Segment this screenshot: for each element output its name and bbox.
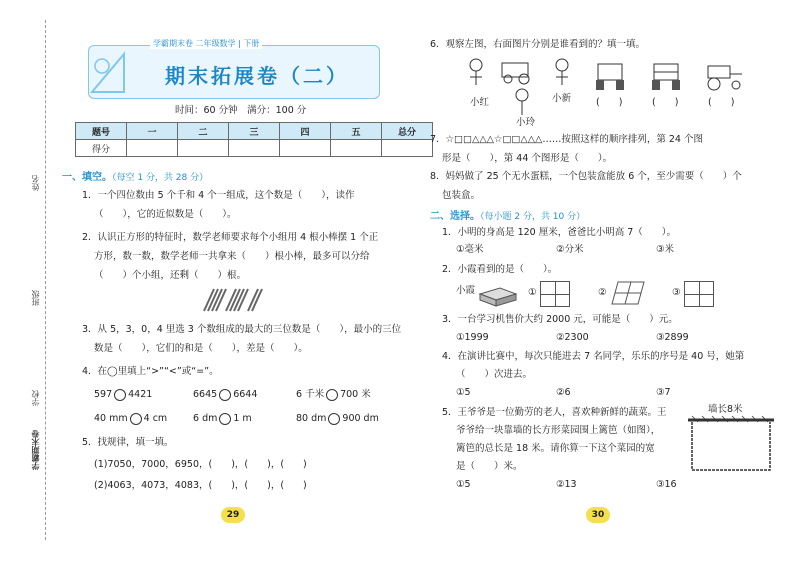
- q1-line1: 1．一个四位数由 5 个千和 4 个一组成，这个数是（ ），读作: [82, 190, 355, 201]
- page-number-left: 29: [221, 507, 245, 523]
- option-figure-2: [610, 280, 646, 306]
- score-row-label: 得分: [76, 140, 127, 157]
- s2-q4-line1: 4．在演讲比赛中，每次只能进去 7 名同学，乐乐的序号是 40 号，她第: [442, 351, 745, 362]
- q6-prompt: 6．观察左图，右面图片分别是谁看到的？填一填。: [430, 39, 646, 50]
- section2-title: [430, 207, 585, 222]
- s2-q1: 1．小明的身高是 120 厘米，爸爸比小明高 7（ ）。: [442, 227, 677, 238]
- compare-right: 6644: [233, 389, 258, 400]
- compare-right: 1 m: [233, 413, 252, 424]
- s2-q2: 2．小霞看到的是（ ）。: [442, 264, 558, 275]
- page-number-right: 30: [586, 507, 610, 523]
- header-top-line: 学霸期末卷 二年级数学 | 下册: [150, 38, 262, 49]
- q2-line3: （ ）个小组，还剩（ ）根。: [94, 270, 247, 281]
- score-cell[interactable]: [382, 140, 433, 157]
- score-cell[interactable]: [178, 140, 229, 157]
- s2-q5-line3: 篱笆的总长是 18 米。请你算一下这个菜园的宽: [456, 443, 655, 454]
- score-header-cell: 四: [280, 123, 331, 140]
- q5-line1: (1)7050，7000，6950，( )，( )，( ): [94, 459, 307, 470]
- score-header-cell: 三: [229, 123, 280, 140]
- q6-blank[interactable]: ( ): [708, 97, 735, 108]
- s2-q2-opt[interactable]: ②: [598, 287, 607, 298]
- exam-info: 时间：60 分钟 满分：100 分: [175, 105, 307, 116]
- observation-scene-icon: [462, 55, 577, 120]
- q6-name-xiaoxin: 小新: [552, 93, 572, 104]
- compare-right: 4 cm: [143, 413, 168, 424]
- section2-title-text: 二、选择。: [430, 211, 480, 222]
- compare-left: 597: [94, 389, 113, 400]
- s2-q1-opt[interactable]: ①毫米: [456, 244, 484, 255]
- cut-line: [45, 20, 46, 540]
- section1-title-text: 一、填空。: [62, 172, 112, 183]
- school-label: 学校: [31, 390, 40, 406]
- s2-q3: 3．一台学习机售价大约 2000 元，可能是（ ）元。: [442, 314, 678, 325]
- wall-length-label: 墙长8米: [708, 404, 743, 415]
- q5-line2: (2)4063，4073，4083，( )，( )，( ): [94, 480, 307, 491]
- ruler-icon: [88, 48, 128, 96]
- q6-blank[interactable]: ( ): [652, 97, 679, 108]
- score-header-cell: 总分: [382, 123, 433, 140]
- compare-circle[interactable]: [114, 389, 126, 401]
- compare-circle[interactable]: [219, 389, 231, 401]
- q3-line1: 3．从 5，3，0，4 里选 3 个数组成的最大的三位数是（ ），最小的三位: [82, 324, 402, 335]
- section1-note: （每空 1 分，共 28 分）: [112, 173, 209, 183]
- q6-name-xiaohong: 小红: [470, 97, 490, 108]
- brand-label: 学霸期末卷: [31, 430, 40, 470]
- garden-figure-icon: [686, 414, 776, 474]
- q4-prompt: 4．在◯里填上“>”“<”或“=”。: [82, 366, 219, 377]
- q8-line1: 8．妈妈做了 25 个无水蛋糕，一个包装盒能放 6 个，至少需要（ ）个: [430, 171, 742, 182]
- q8-line2: 包装盒。: [442, 190, 481, 201]
- s2-q5-line2: 爷爷给一块靠墙的长方形菜园围上篱笆（如图），: [456, 425, 661, 436]
- q2-line1: 2．认识正方形的特征时，数学老师要求每个小组用 4 根小棒摆 1 个正: [82, 232, 379, 243]
- q6-name-xiaoling: 小玲: [516, 117, 536, 128]
- s2-q2-opt[interactable]: ①: [528, 287, 537, 298]
- binding-strip: [0, 0, 50, 566]
- compare-circle[interactable]: [326, 389, 338, 401]
- page-title: 期末拓展卷（二）: [165, 64, 349, 88]
- page-divider: [415, 20, 416, 520]
- class-label: 班级: [31, 290, 40, 306]
- blocks-figure-icon: [472, 280, 522, 308]
- compare-item: [296, 388, 371, 401]
- compare-right: 900 dm: [342, 413, 379, 424]
- compare-circle[interactable]: [130, 413, 142, 425]
- s2-q1-opt[interactable]: ②分米: [556, 244, 584, 255]
- score-header-cell: 五: [331, 123, 382, 140]
- compare-left: 6 千米: [296, 389, 325, 400]
- tractor-front-icon: [592, 60, 628, 92]
- s2-q5-line4: 是（ ）米。: [456, 461, 523, 472]
- compare-left: 6 dm: [193, 413, 218, 424]
- s2-q2-opt[interactable]: ③: [672, 287, 681, 298]
- s2-q4-opt[interactable]: ②6: [556, 387, 571, 398]
- q3-line2: 数是（ ），它们的和是（ ），差是（ ）。: [94, 343, 308, 354]
- option-figure-3: [684, 281, 714, 307]
- compare-item: [94, 412, 167, 425]
- q7-line2: 形是（ ），第 44 个图形是（ ）。: [442, 153, 613, 164]
- score-cell[interactable]: [127, 140, 178, 157]
- s2-q3-opt[interactable]: ①1999: [456, 332, 489, 343]
- option-figure-1: [540, 281, 570, 307]
- compare-item: [193, 412, 252, 425]
- s2-q2-label: 小霞: [456, 285, 476, 296]
- section2-note: （每小题 2 分，共 10 分）: [480, 212, 586, 222]
- s2-q5-opt[interactable]: ③16: [656, 479, 677, 490]
- q7-line1: 7．☆□□△△△☆□□△△△……按照这样的顺序排列，第 24 个图: [430, 134, 703, 145]
- s2-q5-opt[interactable]: ①5: [456, 479, 471, 490]
- compare-circle[interactable]: [328, 413, 340, 425]
- score-header-cell: 二: [178, 123, 229, 140]
- s2-q3-opt[interactable]: ③2899: [656, 332, 689, 343]
- compare-circle[interactable]: [219, 413, 231, 425]
- section1-title: [62, 168, 208, 183]
- score-table: [75, 122, 433, 157]
- compare-item: [296, 412, 379, 425]
- q2-line2: 方形，数一数，数学老师一共拿来（ ）根小棒，最多可以分给: [94, 251, 370, 262]
- compare-left: 80 dm: [296, 413, 327, 424]
- s2-q5-line1: 5．王爷爷是一位勤劳的老人，喜欢种新鲜的蔬菜。王: [442, 407, 667, 418]
- compare-right: 4421: [128, 389, 153, 400]
- q1-line2: （ ），它的近似数是（ ）。: [94, 209, 237, 220]
- score-table-row: [76, 140, 433, 157]
- compare-left: 40 mm: [94, 413, 128, 424]
- name-label: 姓名: [31, 175, 40, 191]
- s2-q5-opt[interactable]: ②13: [556, 479, 577, 490]
- score-cell[interactable]: [280, 140, 331, 157]
- compare-item: [94, 388, 152, 401]
- score-cell[interactable]: [229, 140, 280, 157]
- s2-q1-opt[interactable]: ③米: [656, 244, 675, 255]
- s2-q3-opt[interactable]: ②2300: [556, 332, 589, 343]
- score-header-cell: 题号: [76, 123, 127, 140]
- s2-q4-line2: （ ）次进去。: [456, 369, 533, 380]
- tractor-back-icon: [648, 60, 684, 92]
- score-header-cell: 一: [127, 123, 178, 140]
- compare-left: 6645: [193, 389, 218, 400]
- compare-right: 700 米: [340, 389, 371, 400]
- q6-blank[interactable]: ( ): [596, 97, 623, 108]
- s2-q4-opt[interactable]: ①5: [456, 387, 471, 398]
- score-table-header: [76, 123, 433, 140]
- sticks-icon: [200, 287, 265, 313]
- s2-q4-opt[interactable]: ③7: [656, 387, 671, 398]
- q5-prompt: 5．找规律，填一填。: [82, 437, 174, 448]
- compare-item: [193, 388, 257, 401]
- score-cell[interactable]: [331, 140, 382, 157]
- tractor-side-icon: [702, 60, 746, 92]
